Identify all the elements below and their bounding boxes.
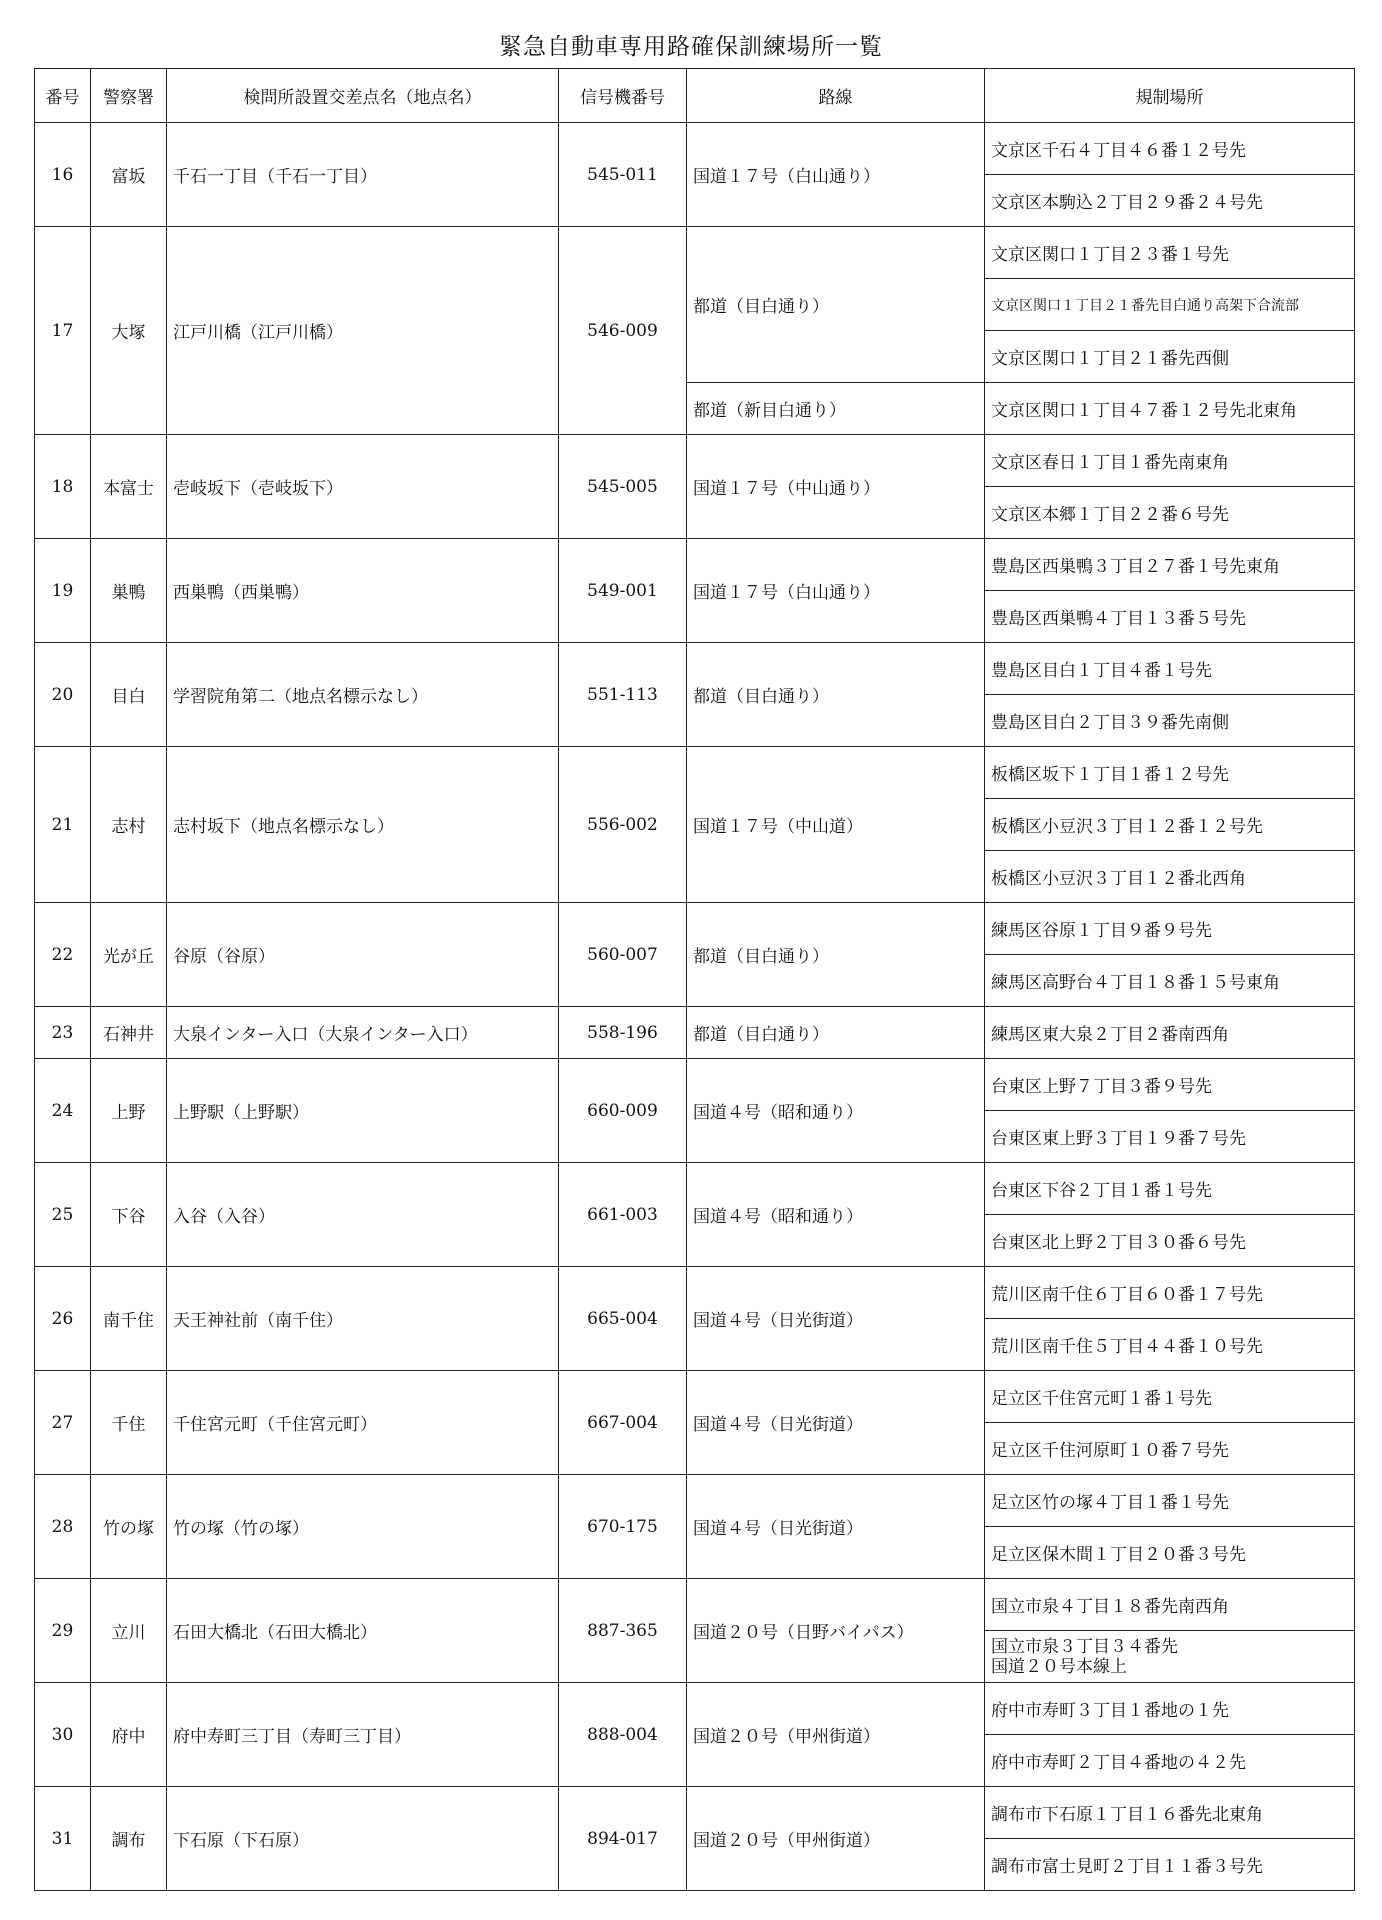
cell-intersection: 石田大橋北（石田大橋北）: [167, 1579, 559, 1683]
cell-signal: 558-196: [559, 1007, 687, 1059]
cell-signal: 546-009: [559, 227, 687, 435]
cell-number: 25: [35, 1163, 91, 1267]
cell-station: 下谷: [91, 1163, 167, 1267]
training-site-table: [34, 68, 1355, 1891]
cell-number: 17: [35, 227, 91, 435]
cell-place: 豊島区目白１丁目４番１号先: [985, 643, 1355, 695]
header-route: 路線: [687, 69, 985, 123]
cell-intersection: 竹の塚（竹の塚）: [167, 1475, 559, 1579]
cell-place: 台東区北上野２丁目３０番６号先: [985, 1215, 1355, 1267]
cell-number: 29: [35, 1579, 91, 1683]
header-intersection: 検問所設置交差点名（地点名）: [167, 69, 559, 123]
cell-place: 台東区下谷２丁目１番１号先: [985, 1163, 1355, 1215]
cell-signal: 888-004: [559, 1683, 687, 1787]
header-signal: 信号機番号: [559, 69, 687, 123]
cell-place: 荒川区南千住５丁目４４番１０号先: [985, 1319, 1355, 1371]
cell-signal: 887-365: [559, 1579, 687, 1683]
cell-signal: 660-009: [559, 1059, 687, 1163]
cell-route: 国道２０号（甲州街道）: [687, 1787, 985, 1891]
cell-route: 国道４号（昭和通り）: [687, 1163, 985, 1267]
cell-place: 文京区関口１丁目２１番先西側: [985, 331, 1355, 383]
table-row: [35, 1579, 1355, 1631]
cell-station: 本富士: [91, 435, 167, 539]
cell-signal: 661-003: [559, 1163, 687, 1267]
cell-intersection: 入谷（入谷）: [167, 1163, 559, 1267]
cell-place-line: 国道２０号本線上: [991, 1656, 1127, 1677]
cell-station: 石神井: [91, 1007, 167, 1059]
cell-signal: 549-001: [559, 539, 687, 643]
table-row: [35, 1371, 1355, 1423]
cell-place: 府中市寿町２丁目４番地の４２先: [985, 1735, 1355, 1787]
cell-place: 文京区春日１丁目１番先南東角: [985, 435, 1355, 487]
cell-route: 国道１７号（中山通り）: [687, 435, 985, 539]
cell-station: 南千住: [91, 1267, 167, 1371]
cell-signal: 556-002: [559, 747, 687, 903]
cell-station: 光が丘: [91, 903, 167, 1007]
cell-number: 20: [35, 643, 91, 747]
cell-signal: 560-007: [559, 903, 687, 1007]
header-station: 警察署: [91, 69, 167, 123]
cell-signal: 551-113: [559, 643, 687, 747]
cell-station: 竹の塚: [91, 1475, 167, 1579]
table-row: [35, 539, 1355, 591]
page-title: 緊急自動車専用路確保訓練場所一覧: [499, 34, 883, 60]
cell-route: 都道（新目白通り）: [687, 383, 985, 435]
cell-station: 大塚: [91, 227, 167, 435]
cell-place: 文京区関口１丁目２３番１号先: [985, 227, 1355, 279]
table-row: [35, 1267, 1355, 1319]
cell-route: 都道（目白通り）: [687, 643, 985, 747]
table-row: [35, 1683, 1355, 1735]
cell-route: 国道１７号（白山通り）: [687, 539, 985, 643]
cell-station: 志村: [91, 747, 167, 903]
cell-intersection: 千石一丁目（千石一丁目）: [167, 123, 559, 227]
cell-station: 上野: [91, 1059, 167, 1163]
cell-station: 千住: [91, 1371, 167, 1475]
cell-route: 国道１７号（中山道）: [687, 747, 985, 903]
cell-place: 足立区千住河原町１０番７号先: [985, 1423, 1355, 1475]
cell-place: 台東区上野７丁目３番９号先: [985, 1059, 1355, 1111]
table-row: [35, 1163, 1355, 1215]
cell-intersection: 上野駅（上野駅）: [167, 1059, 559, 1163]
cell-place: 調布市富士見町２丁目１１番３号先: [985, 1839, 1355, 1891]
cell-intersection: 大泉インター入口（大泉インター入口）: [167, 1007, 559, 1059]
cell-number: 27: [35, 1371, 91, 1475]
cell-place-line: 国立市泉３丁目３４番先: [991, 1636, 1178, 1657]
cell-station: 目白: [91, 643, 167, 747]
table-row: [35, 1007, 1355, 1059]
cell-place: 文京区本駒込２丁目２９番２４号先: [985, 175, 1355, 227]
table-row: [35, 227, 1355, 279]
cell-place: 足立区竹の塚４丁目１番１号先: [985, 1475, 1355, 1527]
cell-place: 台東区東上野３丁目１９番７号先: [985, 1111, 1355, 1163]
cell-number: 19: [35, 539, 91, 643]
table-row: [35, 1787, 1355, 1839]
cell-intersection: 西巣鴨（西巣鴨）: [167, 539, 559, 643]
cell-number: 23: [35, 1007, 91, 1059]
cell-number: 26: [35, 1267, 91, 1371]
cell-place: 板橋区小豆沢３丁目１２番１２号先: [985, 799, 1355, 851]
cell-place: 練馬区高野台４丁目１８番１５号東角: [985, 955, 1355, 1007]
cell-signal: 667-004: [559, 1371, 687, 1475]
cell-intersection: 千住宮元町（千住宮元町）: [167, 1371, 559, 1475]
header-place: 規制場所: [985, 69, 1355, 123]
cell-route: 都道（目白通り）: [687, 227, 985, 383]
cell-intersection: 下石原（下石原）: [167, 1787, 559, 1891]
cell-route: 国道４号（昭和通り）: [687, 1059, 985, 1163]
cell-intersection: 江戸川橋（江戸川橋）: [167, 227, 559, 435]
cell-number: 28: [35, 1475, 91, 1579]
cell-signal: 545-011: [559, 123, 687, 227]
cell-place: 文京区関口１丁目４７番１２号先北東角: [985, 383, 1355, 435]
cell-place: 文京区本郷１丁目２２番６号先: [985, 487, 1355, 539]
cell-place: 府中市寿町３丁目１番地の１先: [985, 1683, 1355, 1735]
table-row: [35, 747, 1355, 799]
cell-station: 富坂: [91, 123, 167, 227]
cell-number: 30: [35, 1683, 91, 1787]
cell-intersection: 府中寿町三丁目（寿町三丁目）: [167, 1683, 559, 1787]
cell-station: 立川: [91, 1579, 167, 1683]
table-row: [35, 1475, 1355, 1527]
cell-intersection: 志村坂下（地点名標示なし）: [167, 747, 559, 903]
cell-intersection: 学習院角第二（地点名標示なし）: [167, 643, 559, 747]
cell-place: 練馬区東大泉２丁目２番南西角: [985, 1007, 1355, 1059]
table-row: [35, 123, 1355, 175]
cell-place: 調布市下石原１丁目１６番先北東角: [985, 1787, 1355, 1839]
cell-place: 豊島区西巣鴨３丁目２７番１号先東角: [985, 539, 1355, 591]
cell-route: 国道２０号（日野バイパス）: [687, 1579, 985, 1683]
cell-number: 21: [35, 747, 91, 903]
cell-number: 16: [35, 123, 91, 227]
cell-station: 調布: [91, 1787, 167, 1891]
cell-intersection: 壱岐坂下（壱岐坂下）: [167, 435, 559, 539]
cell-place: 足立区千住宮元町１番１号先: [985, 1371, 1355, 1423]
cell-intersection: 天王神社前（南千住）: [167, 1267, 559, 1371]
cell-number: 22: [35, 903, 91, 1007]
cell-place: 豊島区目白２丁目３９番先南側: [985, 695, 1355, 747]
cell-place: 練馬区谷原１丁目９番９号先: [985, 903, 1355, 955]
cell-station: 府中: [91, 1683, 167, 1787]
cell-intersection: 谷原（谷原）: [167, 903, 559, 1007]
cell-place: 豊島区西巣鴨４丁目１３番５号先: [985, 591, 1355, 643]
table-row: [35, 903, 1355, 955]
table-row: [35, 1059, 1355, 1111]
cell-place: 国立市泉４丁目１８番先南西角: [985, 1579, 1355, 1631]
cell-signal: 670-175: [559, 1475, 687, 1579]
cell-number: 31: [35, 1787, 91, 1891]
cell-number: 24: [35, 1059, 91, 1163]
header-row: [35, 69, 1355, 123]
cell-place: 文京区千石４丁目４６番１２号先: [985, 123, 1355, 175]
cell-place: 荒川区南千住６丁目６０番１７号先: [985, 1267, 1355, 1319]
cell-place: 板橋区小豆沢３丁目１２番北西角: [985, 851, 1355, 903]
cell-place: 文京区関口１丁目２１番先目白通り高架下合流部: [985, 279, 1355, 331]
cell-route: 都道（目白通り）: [687, 903, 985, 1007]
cell-route: 国道４号（日光街道）: [687, 1475, 985, 1579]
cell-signal: 545-005: [559, 435, 687, 539]
cell-route: 国道４号（日光街道）: [687, 1267, 985, 1371]
cell-route: 国道２０号（甲州街道）: [687, 1683, 985, 1787]
table-row: [35, 643, 1355, 695]
cell-route: 都道（目白通り）: [687, 1007, 985, 1059]
cell-signal: 665-004: [559, 1267, 687, 1371]
cell-place: 板橋区坂下１丁目１番１２号先: [985, 747, 1355, 799]
table-row: [35, 435, 1355, 487]
cell-place: [985, 1631, 1355, 1683]
header-number: 番号: [35, 69, 91, 123]
cell-station: 巣鴨: [91, 539, 167, 643]
cell-route: 国道４号（日光街道）: [687, 1371, 985, 1475]
cell-signal: 894-017: [559, 1787, 687, 1891]
cell-route: 国道１７号（白山通り）: [687, 123, 985, 227]
cell-number: 18: [35, 435, 91, 539]
cell-place: 足立区保木間１丁目２０番３号先: [985, 1527, 1355, 1579]
